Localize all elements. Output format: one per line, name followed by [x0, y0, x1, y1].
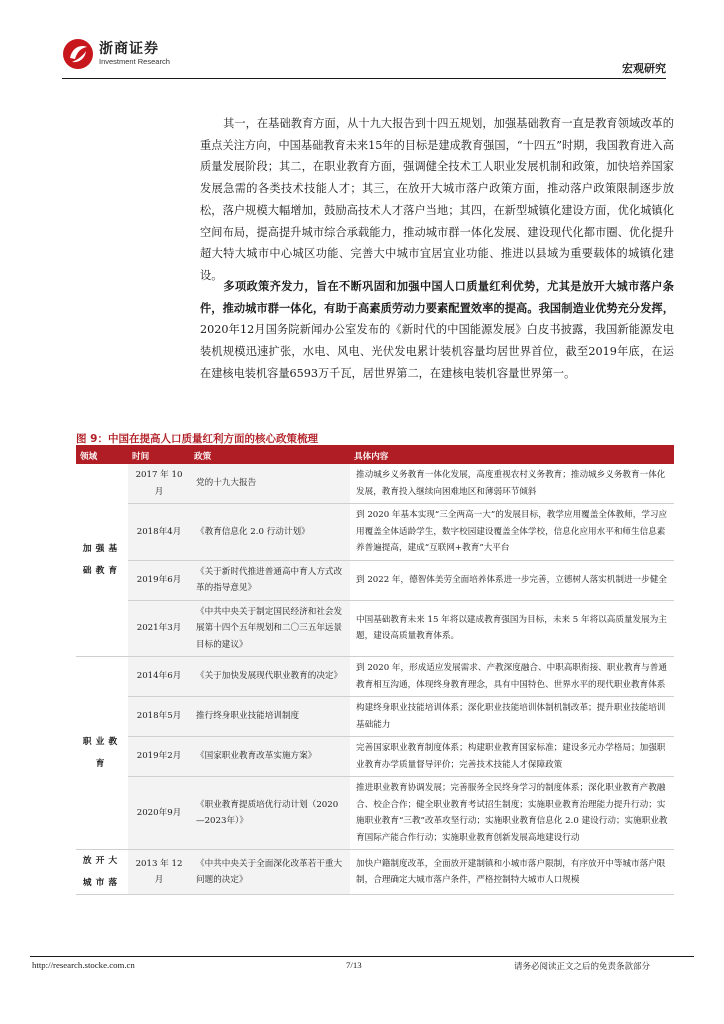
paragraph-2-bold: 多项政策齐发力，旨在不断巩固和加强中国人口质量红利优势，尤其是放开大城市落户条件，推动城市群一体化，有助于高素质劳动力要素配置效率的提高。我国制造业优势充分发挥，: [200, 279, 674, 315]
company-logo-icon: [62, 38, 94, 70]
table-row: [76, 600, 674, 657]
time-cell: 2018年4月: [128, 504, 190, 561]
footer-disclaimer: 请务必阅读正文之后的免责条款部分: [513, 962, 650, 972]
paragraph-policy-summary: [200, 113, 674, 287]
field-cell: 职业教育: [76, 657, 128, 850]
figure-title: 图 9：中国在提高人口质量红利方面的核心政策梳理: [76, 433, 318, 445]
header-divider: [62, 78, 666, 79]
time-cell: 2013 年 12 月: [128, 850, 190, 895]
content-cell: 到 2020 年基本实现“三全两高一大”的发展目标，教学应用覆盖全体教师，学习应用覆盖全体适龄学生，数字校园建设覆盖全体学校，信息化应用水平和师生信息素养普遍提高，建成“互联网+教育”大平台: [350, 504, 674, 561]
table-row: [76, 697, 674, 737]
policy-table: [76, 447, 674, 895]
policy-cell: 《国家职业教育改革实施方案》: [190, 737, 350, 777]
time-cell: 2017 年 10 月: [128, 464, 190, 504]
header-policy: 政策: [190, 447, 350, 464]
content-cell: 中国基础教育未来 15 年将以建成教育强国为目标，未来 5 年将以高质量发展为主题，建设高质量教育体系。: [350, 600, 674, 657]
field-cell: 加强基础教育: [76, 464, 128, 657]
section-title: 宏观研究: [622, 62, 666, 75]
header-time: 时间: [128, 447, 190, 464]
table-row: [76, 657, 674, 697]
content-cell: 构建终身职业技能培训体系；深化职业技能培训体制机制改革；提升职业技能培训基础能力: [350, 697, 674, 737]
policy-cell: 党的十九大报告: [190, 464, 350, 504]
field-cell: 放开大城市落: [76, 850, 128, 895]
footer-divider: [30, 956, 694, 957]
content-cell: 推进职业教育协调发展；完善服务全民终身学习的制度体系；深化职业教育产教融合、校企合作；健全职业教育考试招生制度；实施职业教育治理能力提升行动；实施职业教育“三教”改革攻坚行动；实施职业教育信息化 2.0 建设行动；实施职业教育国际产能合作行动；实施职业教育创新发展高地建设行动: [350, 777, 674, 850]
header-field: 领域: [76, 447, 128, 464]
content-cell: 推动城乡义务教育一体化发展，高度重视农村义务教育；推动城乡义务教育一体化发展，教育投入继续向困难地区和薄弱环节倾斜: [350, 464, 674, 504]
policy-cell: 《中共中央关于全面深化改革若干重大问题的决定》: [190, 850, 350, 895]
policy-cell: 《中共中央关于制定国民经济和社会发展第十四个五年规划和二〇三五年远景目标的建议》: [190, 600, 350, 657]
policy-cell: 《关于加快发展现代职业教育的决定》: [190, 657, 350, 697]
content-cell: 加快户籍制度改革，全面放开建制镇和小城市落户限制，有序放开中等城市落户限制，合理确定大城市落户条件，严格控制特大城市人口规模: [350, 850, 674, 895]
table-row: [76, 464, 674, 504]
policy-cell: 推行终身职业技能培训制度: [190, 697, 350, 737]
time-cell: 2020年9月: [128, 777, 190, 850]
table-row: [76, 850, 674, 895]
policy-cell: 《关于新时代推进普通高中育人方式改革的指导意见》: [190, 560, 350, 600]
content-cell: 到 2022 年，德智体美劳全面培养体系进一步完善，立德树人落实机制进一步健全: [350, 560, 674, 600]
paragraph-2-text: 2020年12月国务院新闻办公室发布的《新时代的中国能源发展》白皮书披露，我国新能源发电装机规模迅速扩张，水电、风电、光伏发电累计装机容量均居世界首位，截至2019年底，在运在建核电装机容量6593万千瓦，居世界第二，在建核电装机容量世界第一。: [200, 323, 674, 380]
header-content: 具体内容: [350, 447, 674, 464]
table-header-row: [76, 447, 674, 464]
logo-chinese-name: 浙商证券: [99, 41, 159, 57]
time-cell: 2014年6月: [128, 657, 190, 697]
paragraph-manufacturing: [200, 276, 674, 385]
table-row: [76, 777, 674, 850]
brand-logo: [62, 36, 170, 72]
time-cell: 2019年6月: [128, 560, 190, 600]
table-row: [76, 504, 674, 561]
footer-url[interactable]: http://research.stocke.com.cn: [32, 960, 135, 970]
table-row: [76, 737, 674, 777]
policy-cell: 《职业教育提质培优行动计划（2020—2023年）》: [190, 777, 350, 850]
time-cell: 2021年3月: [128, 600, 190, 657]
page-number: 7/13: [346, 960, 362, 970]
logo-english-name: Investment Research: [99, 57, 170, 66]
content-cell: 完善国家职业教育制度体系；构建职业教育国家标准；建设多元办学格局；加强职业教育办学质量督导评价；完善技术技能人才保障政策: [350, 737, 674, 777]
content-cell: 到 2020 年，形成适应发展需求、产教深度融合、中职高职衔接、职业教育与普通教育相互沟通，体现终身教育理念，具有中国特色、世界水平的现代职业教育体系: [350, 657, 674, 697]
policy-cell: 《教育信息化 2.0 行动计划》: [190, 504, 350, 561]
paragraph-1-text: 其一，在基础教育方面，从十九大报告到十四五规划，加强基础教育一直是教育领域改革的重点关注方向，中国基础教育未来15年的目标是建成教育强国，“十四五”时期，我国教育进入高质量发展阶段；其二，在职业教育方面，强调健全技术工人职业发展机制和政策，加快培养国家发展急需的各类技术技能人才；其三，在放开大城市落户政策方面，推动落户政策限制逐步放松，落户规模大幅增加，鼓励高技术人才落户当地；其四，在新型城镇化建设方面，优化城镇化空间布局，提高提升城市综合承载能力，推动城市群一体化发展、建设现代化都市圈、优化提升超大特大城市中心城区功能、完善大中城市宜居宜业功能、推进以县域为重要载体的城镇化建设。: [200, 117, 674, 282]
time-cell: 2018年5月: [128, 697, 190, 737]
time-cell: 2019年2月: [128, 737, 190, 777]
table-row: [76, 560, 674, 600]
